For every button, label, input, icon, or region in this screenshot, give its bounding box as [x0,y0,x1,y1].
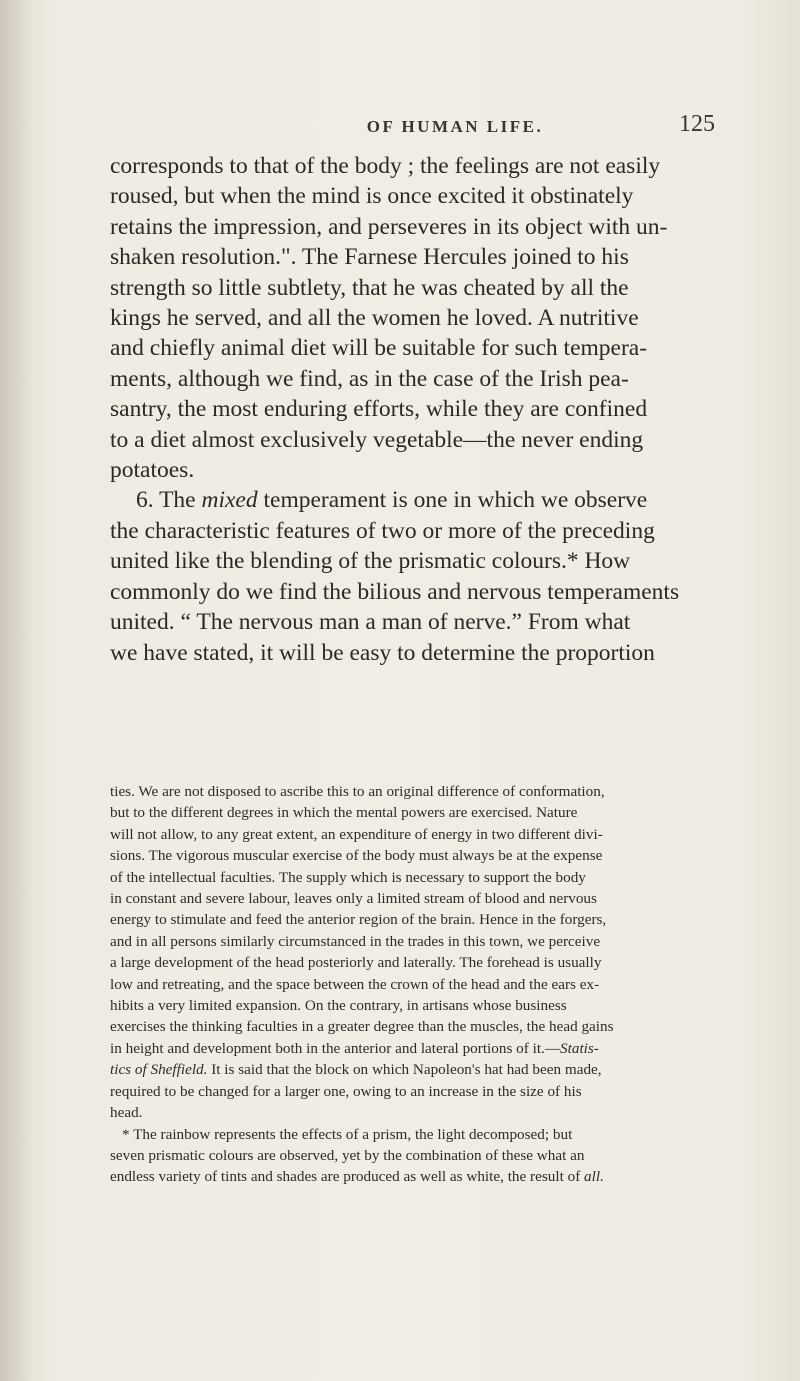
footnote-line: head. [110,1104,143,1122]
text-line: we have stated, it will be easy to determine the proportion [110,639,655,666]
citation: tics of Sheffield. [110,1061,208,1079]
footnote-line: * The rainbow represents the effects of a prism, the light decomposed; but [122,1125,573,1143]
emphasis-mixed: mixed [201,487,258,514]
text-line: roused, but when the mind is once excited it obstinately [110,183,634,210]
text-line [110,485,714,515]
text-line: ments, although we find, as in the case of the Irish pea- [110,365,629,392]
text-line: santry, the most enduring efforts, while they are confined [110,396,648,423]
footnote-line: energy to stimulate and feed the anterior region of the brain. Hence in the forgers, [110,911,607,929]
text-line: united like the blending of the prismatic colours.* How [110,548,631,575]
footnotes [110,781,714,1188]
text-line: to a diet almost exclusively vegetable—the never ending [110,426,644,453]
page-number: 125 [679,111,715,137]
footnote-rainbow [110,1124,714,1188]
text-line: retains the impression, and perseveres in its object with un- [110,213,668,240]
footnote-line [110,1166,714,1187]
footnote-line: seven prismatic colours are observed, yet by the combination of these what an [110,1146,585,1164]
text-line: strength so little subtlety, that he was cheated by all the [110,274,629,301]
text-line: commonly do we find the bilious and nervous temperaments [110,578,680,605]
footnote-line: exercises the thinking faculties in a greater degree than the muscles, the head gains [110,1018,614,1036]
citation: Statis- [560,1039,599,1057]
text-line: corresponds to that of the body ; the feelings are not easily [110,153,661,179]
footnote-line: a large development of the head posteriorly and laterally. The forehead is usually [110,954,602,972]
text-run: endless variety of tints and shades are produced as well as white, the result of [110,1168,585,1186]
footnote-line: ties. We are not disposed to ascribe this to an original difference of conformation, [110,783,605,800]
emphasis-all: all. [584,1168,604,1186]
footnote-line: required to be changed for a larger one, owing to an increase in the size of his [110,1082,582,1100]
main-text [110,151,714,668]
text-line: and chiefly animal diet will be suitable for such tempera- [110,335,648,362]
footnote-line [110,1038,714,1059]
paragraph-2 [110,485,714,667]
footnote-line: and in all persons similarly circumstanced in the trades in this town, we perceive [110,932,601,950]
spine-shadow [0,0,34,1381]
text-line: united. “ The nervous man a man of nerve.” From what [110,609,631,636]
footnote-line: hibits a very limited expansion. On the contrary, in artisans whose business [110,997,567,1015]
page-header [245,111,715,141]
footnote-line: low and retreating, and the space between the crown of the head and the ears ex- [110,975,600,993]
text-run: 6. The [136,487,202,514]
footnote-line: but to the different degrees in which the mental powers are exercised. Nature [110,804,578,822]
footnote-line: in constant and severe labour, leaves only a limited stream of blood and nervous [110,890,597,908]
text-run: in height and development both in the anterior and lateral portions of it.— [110,1039,561,1057]
footnote-line: of the intellectual faculties. The supply which is necessary to support the body [110,868,586,886]
text-line: shaken resolution.". The Farnese Hercules joined to his [110,244,629,271]
text-line: potatoes. [110,457,195,484]
footnote-line: sions. The vigorous muscular exercise of the body must always be at the expense [110,847,603,865]
text-line: the characteristic features of two or more of the preceding [110,517,655,544]
text-line: kings he served, and all the women he loved. A nutritive [110,305,639,332]
footnote-continued [110,781,714,1124]
footnote-line: will not allow, to any great extent, an expenditure of energy in two different divi- [110,825,603,843]
paragraph-1 [110,151,714,485]
text-run: It is said that the block on which Napoleon's hat had been made, [207,1061,602,1079]
running-head: OF HUMAN LIFE. [366,117,544,136]
footnote-line [110,1059,714,1080]
text-run: temperament is one in which we observe [257,487,648,514]
